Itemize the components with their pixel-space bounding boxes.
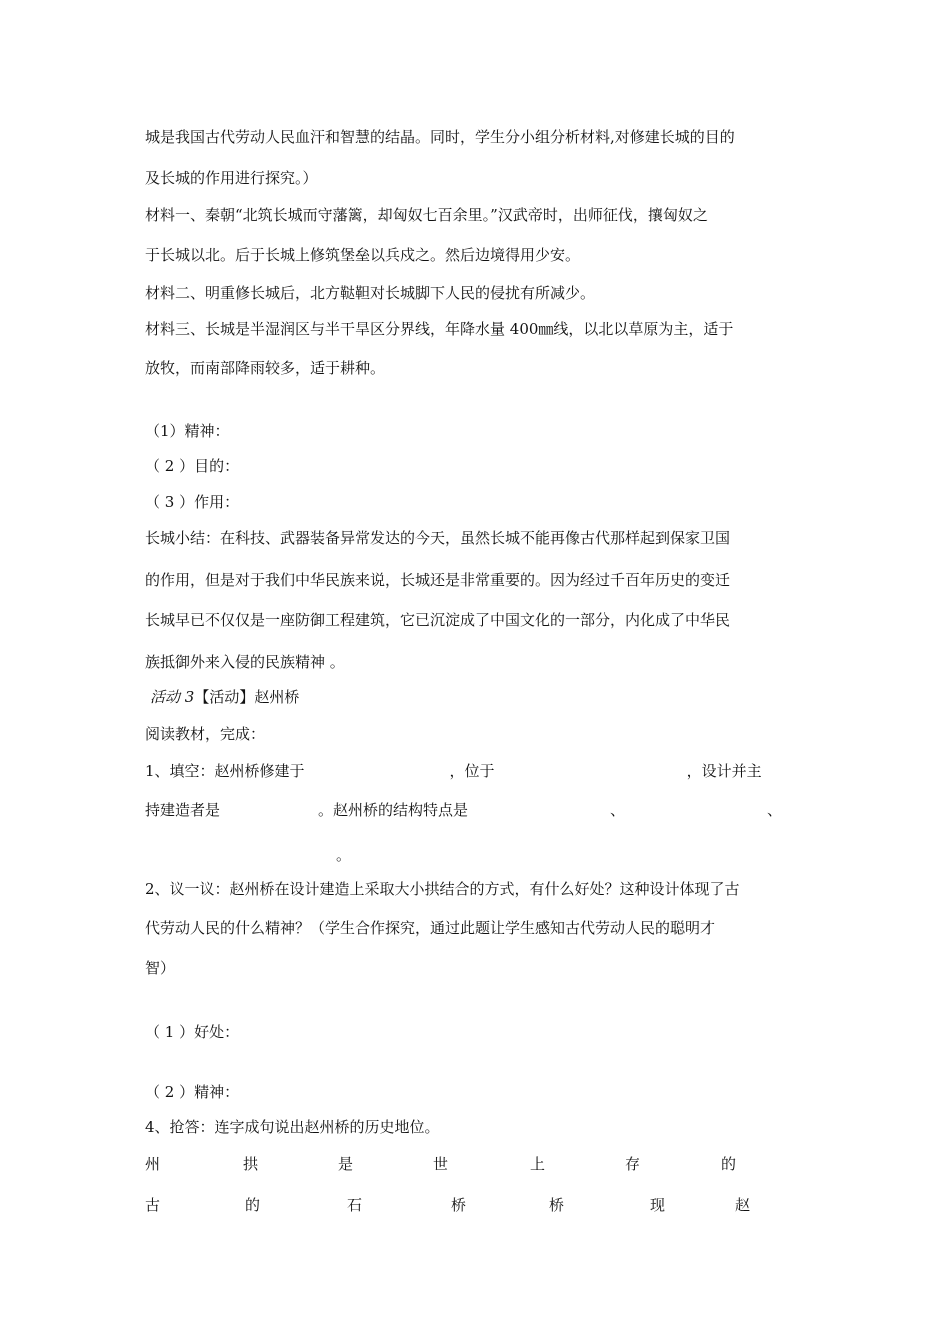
summary-line: 族抵御外来入侵的民族精神 。 bbox=[145, 653, 345, 671]
character: 上 bbox=[530, 1155, 546, 1173]
fill-blank-line-3: 。 bbox=[336, 846, 352, 864]
character: 赵 bbox=[735, 1196, 751, 1214]
text-line: 于长城以北。后于长城上修筑堡垒以兵戍之。然后边境得用少安。 bbox=[145, 246, 581, 264]
character: 桥 bbox=[549, 1196, 565, 1214]
discussion-line: 代劳动人民的什么精神？（学生合作探究，通过此题让学生感知古代劳动人民的聪明才 bbox=[145, 919, 716, 937]
text-line: 及长城的作用进行探究。） bbox=[145, 169, 318, 187]
fill-blank-line-2: 持建造者是 。赵州桥的结构特点是 、 、 bbox=[145, 801, 783, 819]
summary-line: 长城小结：在科技、武器装备异常发达的今天，虽然长城不能再像古代那样起到保家卫国 bbox=[145, 529, 731, 547]
discussion-line: 2、议一议：赵州桥在设计建造上采取大小拱结合的方式，有什么好处？这种设计体现了古 bbox=[145, 880, 740, 898]
quick-answer: 4、抢答：连字成句说出赵州桥的历史地位。 bbox=[145, 1118, 440, 1136]
character: 州 bbox=[145, 1155, 161, 1173]
character: 是 bbox=[338, 1155, 354, 1173]
benefit-label: （ 1 ）好处： bbox=[145, 1023, 240, 1041]
character: 拱 bbox=[243, 1155, 259, 1173]
spirit-label: （ 2 ）精神： bbox=[145, 1083, 240, 1101]
activity-title: 【活动】赵州桥 bbox=[194, 688, 300, 706]
fill-blank-line-1: 1、填空：赵州桥修建于 ，位于 ，设计并主 bbox=[145, 762, 762, 780]
text-line: 放牧，而南部降雨较多，适于耕种。 bbox=[145, 359, 386, 377]
character: 现 bbox=[650, 1196, 666, 1214]
text-line: 材料二、明重修长城后，北方鞑靼对长城脚下人民的侵扰有所减少。 bbox=[145, 284, 596, 302]
text-line: 城是我国古代劳动人民血汗和智慧的结晶。同时，学生分小组分析材料,对修建长城的目的 bbox=[145, 128, 735, 146]
discussion-line: 智） bbox=[145, 959, 176, 977]
text-line: 材料一、秦朝“北筑长城而守藩篱，却匈奴七百余里。”汉武帝时，出师征伐，攘匈奴之 bbox=[145, 206, 708, 224]
character: 的 bbox=[721, 1155, 737, 1173]
activity-number: 活动 3 bbox=[150, 688, 195, 706]
instruction: 阅读教材，完成： bbox=[145, 725, 266, 743]
character: 桥 bbox=[451, 1196, 467, 1214]
question-spirit: （1）精神： bbox=[145, 422, 230, 440]
character: 古 bbox=[145, 1196, 161, 1214]
character: 的 bbox=[245, 1196, 261, 1214]
question-purpose: （ 2 ）目的： bbox=[145, 457, 240, 475]
character: 石 bbox=[347, 1196, 363, 1214]
text-line: 材料三、长城是半湿润区与半干旱区分界线，年降水量 400㎜线，以北以草原为主，适于 bbox=[145, 320, 734, 338]
question-function: （ 3 ）作用： bbox=[145, 493, 240, 511]
character: 世 bbox=[433, 1155, 449, 1173]
character: 存 bbox=[625, 1155, 641, 1173]
activity-heading bbox=[150, 687, 299, 707]
summary-line: 的作用，但是对于我们中华民族来说，长城还是非常重要的。因为经过千百年历史的变迁 bbox=[145, 571, 731, 589]
summary-line: 长城早已不仅仅是一座防御工程建筑，它已沉淀成了中国文化的一部分，内化成了中华民 bbox=[145, 611, 731, 629]
